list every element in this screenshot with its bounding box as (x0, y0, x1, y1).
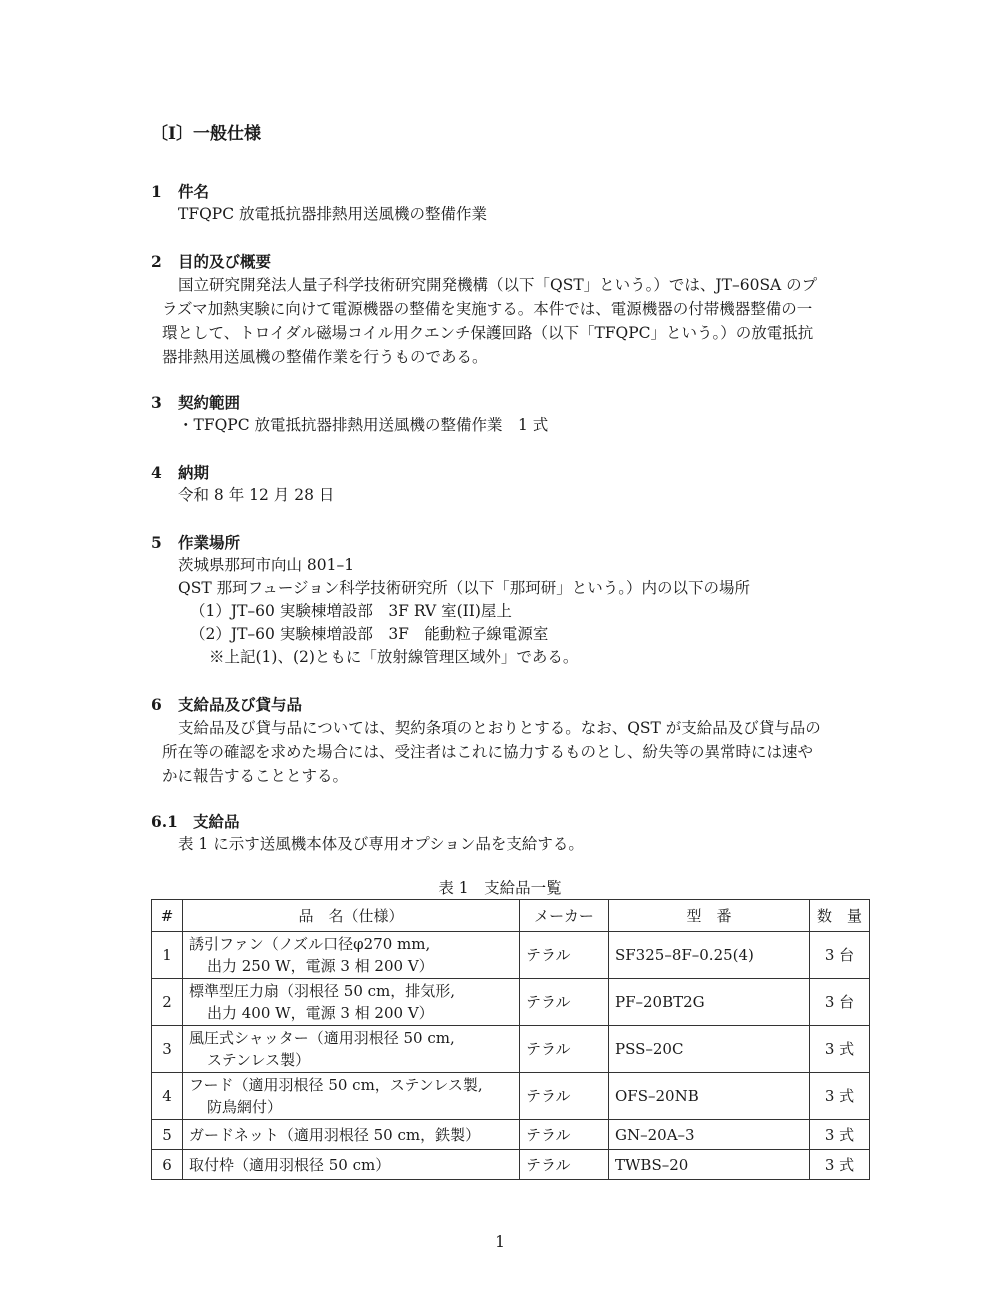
item-name-line-2: 防鳥網付） (207, 1098, 283, 1116)
table-header-row (152, 900, 870, 932)
table-row (152, 1073, 870, 1120)
row-quantity: 3 台 (810, 932, 870, 979)
row-model: OFS–20NB (609, 1073, 810, 1120)
section-5-number: 5 (151, 533, 162, 552)
section-1-body: TFQPC 放電抵抗器排熱用送風機の整備作業 (178, 205, 488, 223)
section-5-note: ※上記(1)、(2)ともに「放射線管理区域外」である。 (209, 648, 579, 666)
section-1-number: 1 (151, 182, 162, 201)
row-item-name (183, 1026, 520, 1073)
table-row (152, 1026, 870, 1073)
header-model: 型 番 (609, 900, 810, 932)
item-name-line-1: 風圧式シャッター（適用羽根径 50 cm, (189, 1029, 455, 1047)
header-maker: メーカー (520, 900, 609, 932)
section-2-line-3: 環として、トロイダル磁場コイル用クエンチ保護回路（以下「TFQPC」という。）の放電抵抗 (162, 324, 814, 342)
row-item-name: 取付枠（適用羽根径 50 cm） (183, 1150, 520, 1180)
row-quantity: 3 式 (810, 1120, 870, 1150)
item-name-line-1: 標準型圧力扇（羽根径 50 cm，排気形, (189, 982, 456, 1000)
section-4-title: 納期 (178, 463, 210, 482)
row-model: GN–20A–3 (609, 1120, 810, 1150)
row-number: 3 (152, 1026, 183, 1073)
section-5-item-1: （1）JT–60 実験棟増設部 3F RV 室(II)屋上 (190, 602, 512, 620)
table-row (152, 979, 870, 1026)
section-6-1-title: 支給品 (193, 812, 240, 831)
page-number: 1 (495, 1233, 505, 1251)
row-item-name: ガードネット（適用羽根径 50 cm，鉄製） (183, 1120, 520, 1150)
section-6-1-body: 表 1 に示す送風機本体及び専用オプション品を支給する。 (178, 835, 584, 853)
supply-table (151, 899, 870, 1180)
section-2-title: 目的及び概要 (178, 252, 272, 271)
item-name-line-2: 出力 250 W，電源 3 相 200 V） (207, 957, 434, 975)
row-item-name (183, 979, 520, 1026)
header-item-name: 品 名（仕様） (183, 900, 520, 932)
item-name-line-1: フード（適用羽根径 50 cm，ステンレス製, (189, 1076, 483, 1094)
row-maker: テラル (520, 1073, 609, 1120)
table-caption: 表 1 支給品一覧 (438, 879, 562, 897)
row-quantity: 3 式 (810, 1026, 870, 1073)
row-number: 1 (152, 932, 183, 979)
section-6-number: 6 (151, 695, 162, 714)
item-name-line-1: 誘引ファン（ノズル口径φ270 mm, (189, 935, 431, 953)
header-quantity: 数 量 (810, 900, 870, 932)
item-name-line-2: ステンレス製） (207, 1051, 311, 1069)
section-6-line-1: 支給品及び貸与品については、契約条項のとおりとする。なお、QST が支給品及び貸与品の (178, 719, 821, 737)
section-5-address: 茨城県那珂市向山 801–1 (178, 556, 355, 574)
table-row (152, 1150, 870, 1180)
row-maker: テラル (520, 1150, 609, 1180)
section-3-number: 3 (151, 393, 162, 412)
row-model: TWBS–20 (609, 1150, 810, 1180)
table-row (152, 1120, 870, 1150)
section-6-line-3: かに報告することとする。 (162, 767, 349, 785)
row-maker: テラル (520, 932, 609, 979)
section-1-title: 件名 (178, 182, 210, 201)
header-number: # (152, 900, 183, 932)
table-row (152, 932, 870, 979)
row-model: SF325–8F–0.25(4) (609, 932, 810, 979)
row-item-name (183, 932, 520, 979)
section-6-title: 支給品及び貸与品 (178, 695, 303, 714)
row-quantity: 3 台 (810, 979, 870, 1026)
row-number: 6 (152, 1150, 183, 1180)
row-maker: テラル (520, 1026, 609, 1073)
section-6-1-number: 6.1 (151, 812, 178, 831)
section-2-line-2: ラズマ加熱実験に向けて電源機器の整備を実施する。本件では、電源機器の付帯機器整備の一 (162, 300, 813, 318)
section-3-title: 契約範囲 (178, 393, 241, 412)
section-2-line-4: 器排熱用送風機の整備作業を行うものである。 (162, 348, 488, 366)
row-model: PF–20BT2G (609, 979, 810, 1026)
row-maker: テラル (520, 1120, 609, 1150)
main-heading: 〔Ⅰ〕一般仕様 (151, 124, 261, 144)
row-model: PSS–20C (609, 1026, 810, 1073)
row-maker: テラル (520, 979, 609, 1026)
row-number: 5 (152, 1120, 183, 1150)
section-4-body: 令和 8 年 12 月 28 日 (178, 486, 335, 504)
section-2-number: 2 (151, 252, 162, 271)
section-5-title: 作業場所 (178, 533, 241, 552)
item-name-line-2: 出力 400 W，電源 3 相 200 V） (207, 1004, 434, 1022)
section-5-item-2: （2）JT–60 実験棟増設部 3F 能動粒子線電源室 (190, 625, 549, 643)
row-number: 2 (152, 979, 183, 1026)
row-item-name (183, 1073, 520, 1120)
row-quantity: 3 式 (810, 1073, 870, 1120)
row-quantity: 3 式 (810, 1150, 870, 1180)
section-2-line-1: 国立研究開発法人量子科学技術研究開発機構（以下「QST」という。）では、JT–60SA のプ (178, 276, 818, 294)
section-3-body: ・TFQPC 放電抵抗器排熱用送風機の整備作業 1 式 (178, 416, 549, 434)
section-4-number: 4 (151, 463, 162, 482)
section-5-location: QST 那珂フュージョン科学技術研究所（以下「那珂研」という。）内の以下の場所 (178, 579, 750, 597)
row-number: 4 (152, 1073, 183, 1120)
section-6-line-2: 所在等の確認を求めた場合には、受注者はこれに協力するものとし、紛失等の異常時には速や (162, 743, 814, 761)
